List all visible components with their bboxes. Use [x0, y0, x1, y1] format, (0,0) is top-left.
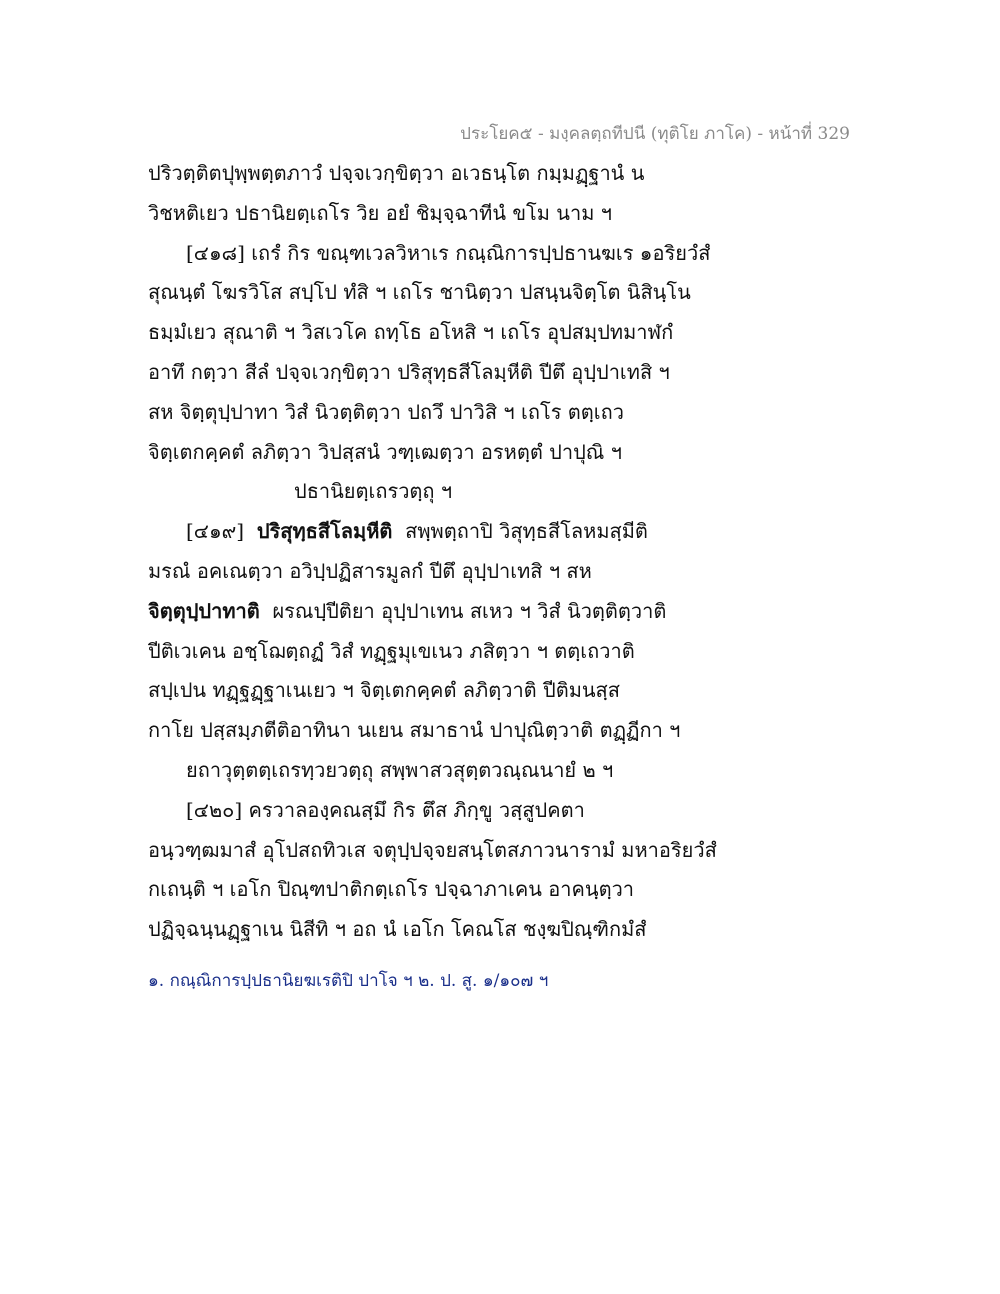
text-line: ปฏิจฺฉนฺนฏฺฐาเน นิสีทิ ฯ อถ นํ เอโก โคณโส ชงฺฆปิณฺฑิกมํสํ [148, 917, 647, 942]
text-line: ปริวตฺติตปุพฺพตฺตภาวํ ปจฺจเวกฺขิตฺวา อเวธนฺโต กมฺมฏฺฐานํ น [148, 161, 645, 185]
bold-term: จิตฺตุปฺปาทาติ [148, 598, 260, 623]
text-line: มรณํ อคเณตฺวา อวิปฺปฏิสารมูลกํ ปีตึ อุปฺปาเทสิ ฯ สห [148, 558, 592, 583]
footnote: ๑. กณฺณิการปฺปธานิยฆเรติปิ ปาโจ ฯ ๒. ป. สู. ๑/๑๐๗ ฯ [148, 971, 549, 991]
text-line [148, 592, 728, 632]
text-line: สห จิตฺตุปฺปาทา วิสํ นิวตฺติตฺวา ปถวึ ปาวิสิ ฯ เถโร ตตฺเถว [148, 399, 624, 424]
bold-term: ปริสุทฺธสีโลมฺหีติ [256, 519, 393, 544]
text-line: จิตฺเตกคฺคตํ ลภิตฺวา วิปสฺสนํ วฑฺเฒตฺวา อรหตฺตํ ปาปุณิ ฯ [148, 439, 622, 464]
text-line: [๔๑๘] เถรํ กิร ขณฺฑเวลวิหาเร กณฺณิการปฺปธานฆเร ๑อริยวํสํ [186, 240, 711, 265]
story-title: ยถาวุตฺตตฺเถรทฺวยวตฺถุ สพฺพาสวสุตฺตวณฺณนายํ ๒ ฯ [186, 757, 614, 782]
text-line: ปีติเวเคน อชฺโฌตฺถฏํ วิสํ ทฏฺฐมุเขเนว ภสิตฺวา ฯ ตตฺเถวาติ [148, 638, 635, 663]
text-line: สปฺเปน ทฏฺฐฏฺฐาเนเยว ฯ จิตฺเตกคฺคตํ ลภิตฺวาติ ปีติมนสฺส [148, 678, 620, 703]
story-title: ปธานิยตฺเถรวตฺถุ ฯ [294, 479, 453, 504]
text-line: กเถนฺติ ฯ เอโก ปิณฺฑปาติกตฺเถโร ปจฺฉาภาเคน อาคนฺตฺวา [148, 877, 635, 902]
text-span: ผรณปฺปีติยา อุปฺปาเทน สเหว ฯ วิสํ นิวตฺติตฺวาติ [272, 598, 667, 623]
text-line: อาทึ กตฺวา สีลํ ปจฺจเวกฺขิตฺวา ปริสุทฺธสีโลมฺหีติ ปีตึ อุปฺปาเทสิ ฯ [148, 359, 670, 384]
text-line: อนฺวฑฺฒมาสํ อุโปสถทิวเส จตุปฺปจฺจยสนฺโตสภาวนารามํ มหาอริยวํสํ [148, 837, 717, 862]
text-line: วิชหติเยว ปธานิยตฺเถโร วิย อยํ ชิมฺจฺฉาทีนํ ขโม นาม ฯ [148, 200, 612, 225]
text-line: [๔๒๐] ครวาลองฺคณสฺมึ กิร ตึส ภิกฺขู วสฺสูปคตา [186, 797, 585, 822]
text-line: ธมฺมํเยว สุณาติ ฯ วิสเวโค ถทฺโธ อโหสิ ฯ เถโร อุปสมฺปทมาฬกํ [148, 320, 674, 345]
body-text [148, 154, 728, 950]
paragraph-number: [๔๑๙] [186, 519, 245, 544]
text-line: กาโย ปสฺสมฺภตีติอาทินา นเยน สมาธานํ ปาปุณิตฺวาติ ตฏฺฏีกา ฯ [148, 718, 681, 743]
text-line: สุณนฺตํ โฆรวิโส สปฺโป ทํสิ ฯ เถโร ชานิตฺวา ปสนฺนจิตฺโต นิสินฺโน [148, 280, 691, 305]
text-line [148, 512, 728, 552]
running-header: ประโยค๕ - มงฺคลตฺถทีปนี (ทุติโย ภาโค) - หน้าที่ 329 [460, 124, 850, 144]
text-span: สพฺพตฺถาปิ วิสุทฺธสีโลหมสฺมีติ [405, 519, 648, 544]
